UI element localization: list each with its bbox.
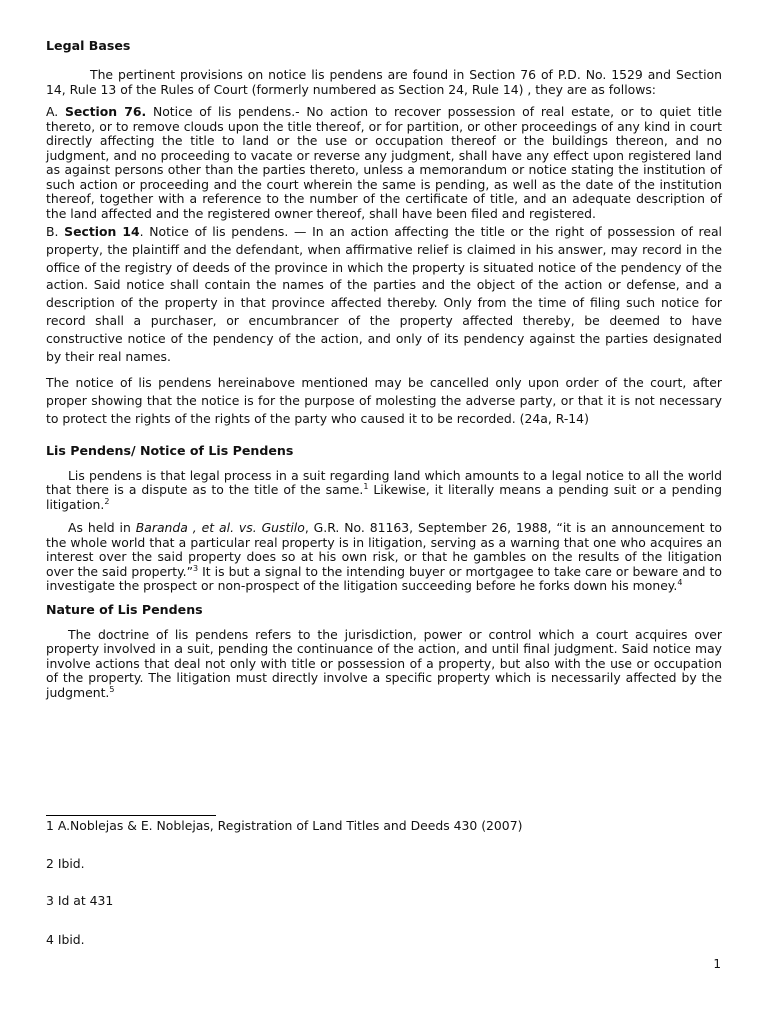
case-name: Baranda , et al. vs. Gustilo [135,520,305,536]
section-14-title: Section 14 [64,224,140,239]
footnote-3: 3 Id at 431 [46,893,114,908]
paragraph-nature [46,628,722,701]
section-14-text: . Notice of lis pendens. — In an action affecting the title or the right of possession of real property, the plaintiff and the defendant, when affirmative relief is claimed in his answer, may record in the office of the registry of deeds of the province in which the property is situated notice of the pendency of the action. Said notice shall contain the names of the parties and the object of the action or defense, and a description of the property in that province affected thereby. Only from the time of filing such notice for record shall a purchaser, or encumbrancer of the property affected thereby, be deemed to have constructive notice of the pendency of the action, and only of its pendency against the parties designated by their real names. [46,224,722,364]
heading-legal-bases: Legal Bases [46,38,131,53]
case-signal-text: It is but a signal to the intending buyer or mortgagee to take care or beware and to investigate the prospect or non-prospect of the litigation succeeding before he forks down his money. [46,563,722,594]
paragraph-lis-pendens-definition [46,469,722,513]
nature-text: The doctrine of lis pendens refers to the jurisdiction, power or control which a court acquires over property involved in a suit, pending the continuance of the action, and until final judgment. Said notice may involve actions that deal not only with title or possession of a property, but also with the use or occupation of the property. The litigation must directly involve a specific property which is necessarily affected by the judgment. [46,626,722,700]
section-b-prefix: B. [46,224,65,239]
case-quote-text: , G.R. No. 81163, September 26, 1988, “it is an announcement to the whole world that a particular real property is in litigation, serving as a warning that one who acquires an interest over the said property does so at his own risk, or that he gambles on the results of the litigation over the said property.” [46,520,723,579]
heading-nature: Nature of Lis Pendens [46,601,203,617]
footnote-ref-2: 2 [104,496,110,506]
document-page [46,38,722,700]
definition-text-2: Likewise, it literally means a pending suit or a pending litigation. [46,482,722,512]
case-intro-text: As held in [68,520,136,536]
page-number: 1 [713,957,721,971]
section-76-text: Notice of lis pendens.- No action to recover possession of real estate, or to quiet title thereto, or to remove clouds upon the title thereof, or for partition, or other proceedings of any kind in court directly affecting the title to land or the use or occupation thereof or the buildings thereon, and no judgment, and no proceeding to vacate or reverse any judgment, shall have any effect upon registered land as against persons other than the parties thereto, unless a memorandum or notice stating the institution of such action or proceeding and the court wherein the same is pending, as well as the date of the institution thereof, together with a reference to the number of the certificate of title, and an adequate description of the land affected and the registered owner thereof, shall have been filed and registered. [46,104,722,221]
section-76-title: Section 76. [64,104,147,119]
footnote-2: 2 Ibid. [46,856,85,871]
paragraph-section-76 [46,105,722,221]
paragraph-intro: The pertinent provisions on notice lis pendens are found in Section 76 of P.D. No. 1529 and Section 14, Rule 13 of the Rules of Court (formerly numbered as Section 24, Rule 14) , they are as follows: [46,67,722,97]
footnote-separator [46,815,216,816]
footnote-ref-4: 4 [677,578,683,588]
footnote-ref-3: 3 [193,563,199,573]
paragraph-cancellation: The notice of lis pendens hereinabove mentioned may be cancelled only upon order of the court, after proper showing that the notice is for the purpose of molesting the adverse party, or that it is not necessary to protect the rights of the rights of the party who caused it to be recorded. (24a, R-14) [46,375,722,426]
heading-lis-pendens: Lis Pendens/ Notice of Lis Pendens [46,442,294,458]
paragraph-baranda-case [46,521,722,594]
footnote-1: 1 A.Noblejas & E. Noblejas, Registration of Land Titles and Deeds 430 (2007) [46,818,523,833]
paragraph-section-14 [46,223,722,365]
footnote-ref-5: 5 [109,684,115,694]
footnote-4: 4 Ibid. [46,932,85,947]
definition-text: Lis pendens is that legal process in a suit regarding land which amounts to a legal notice to all the world that there is a dispute as to the title of the same. [46,467,722,498]
footnote-ref-1: 1 [363,482,369,492]
section-a-prefix: A. [46,104,65,119]
